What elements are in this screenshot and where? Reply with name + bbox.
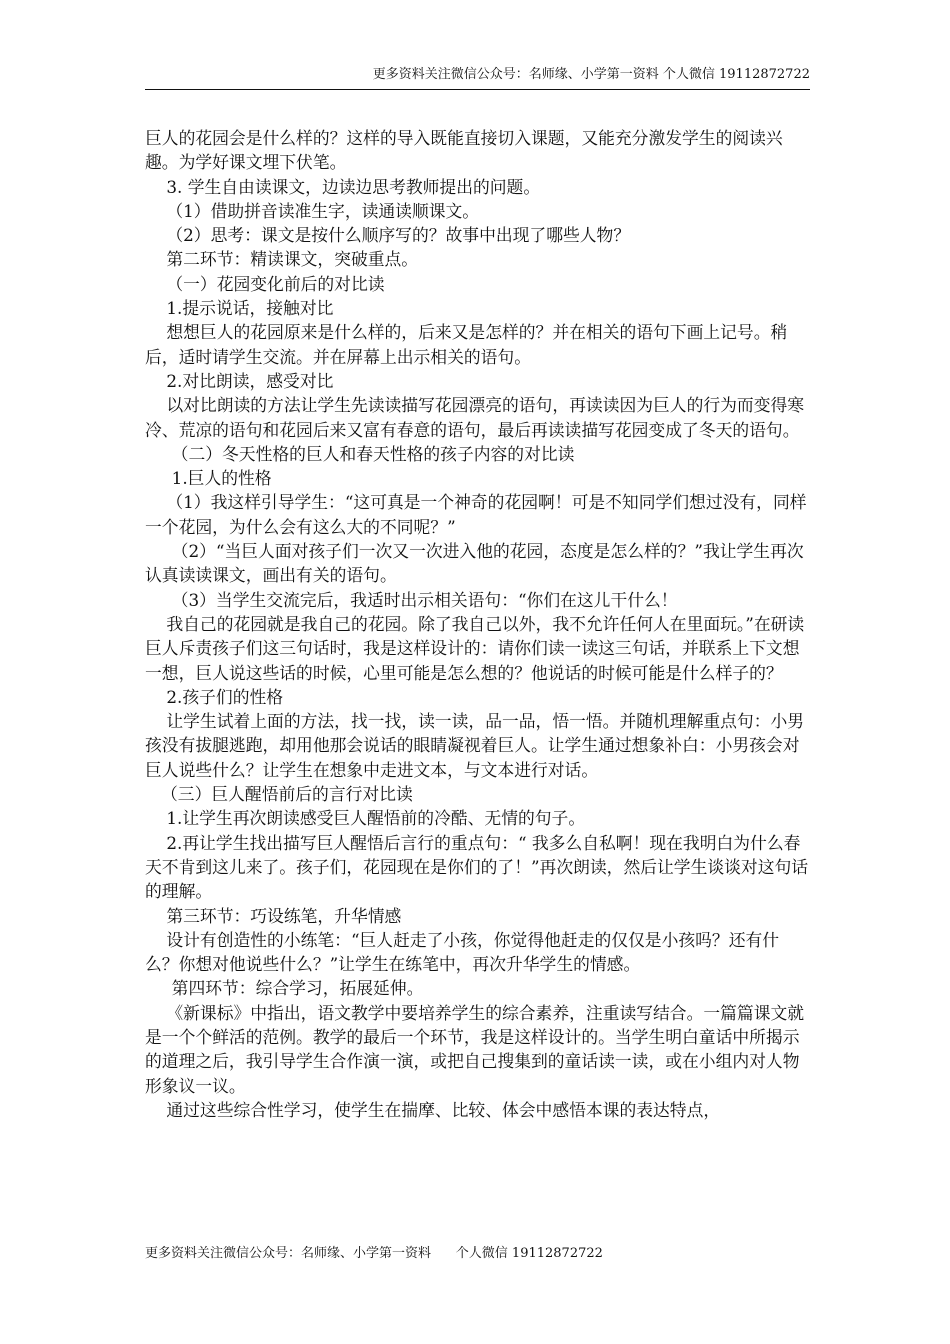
paragraph: （2）“当巨人面对孩子们一次又一次进入他的花园，态度是怎么样的？”我让学生再次认真读读课文，画出有关的语句。	[145, 541, 804, 586]
paragraph: 第二环节：精读课文，突破重点。	[145, 249, 419, 270]
paragraph: 2.孩子们的性格	[145, 686, 284, 707]
document-body	[145, 126, 810, 1122]
paragraph: 1.让学生再次朗读感受巨人醒悟前的冷酷、无情的句子。	[145, 808, 586, 829]
paragraph: 第四环节：综合学习，拓展延伸。	[145, 978, 424, 999]
paragraph: 3. 学生自由读课文，边读边思考教师提出的问题。	[145, 176, 541, 197]
paragraph: （三）巨人醒悟前后的言行对比读	[145, 784, 413, 805]
paragraph: 1.巨人的性格	[145, 468, 272, 489]
paragraph: （1）借助拼音读准生字，读通读顺课文。	[145, 200, 480, 221]
paragraph: 1.提示说话，接触对比	[145, 298, 334, 319]
paragraph: 设计有创造性的小练笔：“巨人赶走了小孩，你觉得他赶走的仅仅是小孩吗？还有什么？你想对他说些什么？”让学生在练笔中，再次升华学生的情感。	[145, 929, 780, 975]
paragraph: 通过这些综合性学习，使学生在揣摩、比较、体会中感悟本课的表达特点，	[145, 1099, 721, 1120]
paragraph: （2）思考：课文是按什么顺序写的？故事中出现了哪些人物？	[145, 225, 631, 246]
paragraph: （一）花园变化前后的对比读	[145, 273, 385, 294]
paragraph: （3）当学生交流完后，我适时出示相关语句：“你们在这儿干什么！	[145, 589, 678, 610]
paragraph: 第三环节：巧设练笔，升华情感	[145, 905, 402, 926]
paragraph: 2.再让学生找出描写巨人醒悟后言行的重点句：“ 我多么自私啊！现在我明白为什么春天不肯到这儿来了。孩子们，花园现在是你们的了！”再次朗读，然后让学生谈谈对这句话的理解。	[145, 832, 809, 902]
paragraph: 让学生试着上面的方法，找一找，读一读，品一品，悟一悟。并随机理解重点句：小男孩没有拔腿逃跑，却用他那会说话的眼睛凝视着巨人。让学生通过想象补白：小男孩会对巨人说些什么？让学生在想象中走进文本，与文本进行对话。	[145, 711, 805, 780]
paragraph: 巨人的花园会是什么样的？这样的导入既能直接切入课题，又能充分激发学生的阅读兴趣。为学好课文埋下伏笔。	[145, 128, 783, 173]
page-header: 更多资料关注微信公众号：名师缘、小学第一资料 个人微信 19112872722	[372, 67, 810, 82]
page-footer: 更多资料关注微信公众号：名师缘、小学第一资料 个人微信 19112872722	[145, 1246, 603, 1261]
paragraph: （1）我这样引导学生：“这可真是一个神奇的花园啊！可是不知同学们想过没有，同样一个花园，为什么会有这么大的不同呢？”	[145, 492, 807, 537]
paragraph: 以对比朗读的方法让学生先读读描写花园漂亮的语句，再读读因为巨人的行为而变得寒冷、荒凉的语句和花园后来又富有春意的语句，最后再读读描写花园变成了冬天的语句。	[145, 395, 805, 440]
header-divider	[145, 89, 810, 90]
paragraph: （二）冬天性格的巨人和春天性格的孩子内容的对比读	[145, 443, 575, 464]
paragraph: 《新课标》中指出，语文教学中要培养学生的综合素养，注重读写结合。一篇篇课文就是一个个鲜活的范例。教学的最后一个环节，我是这样设计的。当学生明白童话中所揭示的道理之后，我引导学生合作演一演，或把自己搜集到的童话读一读，或在小组内对人物形象议一议。	[145, 1002, 805, 1096]
paragraph: 我自己的花园就是我自己的花园。除了我自己以外，我不允许任何人在里面玩。”在研读巨人斥责孩子们这三句话时，我是这样设计的：请你们读一读这三句话，并联系上下文想一想，巨人说这些话的时候，心里可能是怎么想的？他说话的时候可能是什么样子的？	[145, 613, 805, 683]
paragraph: 想想巨人的花园原来是什么样的，后来又是怎样的？并在相关的语句下画上记号。稍后，适时请学生交流。并在屏幕上出示相关的语句。	[145, 322, 788, 367]
paragraph: 2.对比朗读，感受对比	[145, 370, 334, 391]
